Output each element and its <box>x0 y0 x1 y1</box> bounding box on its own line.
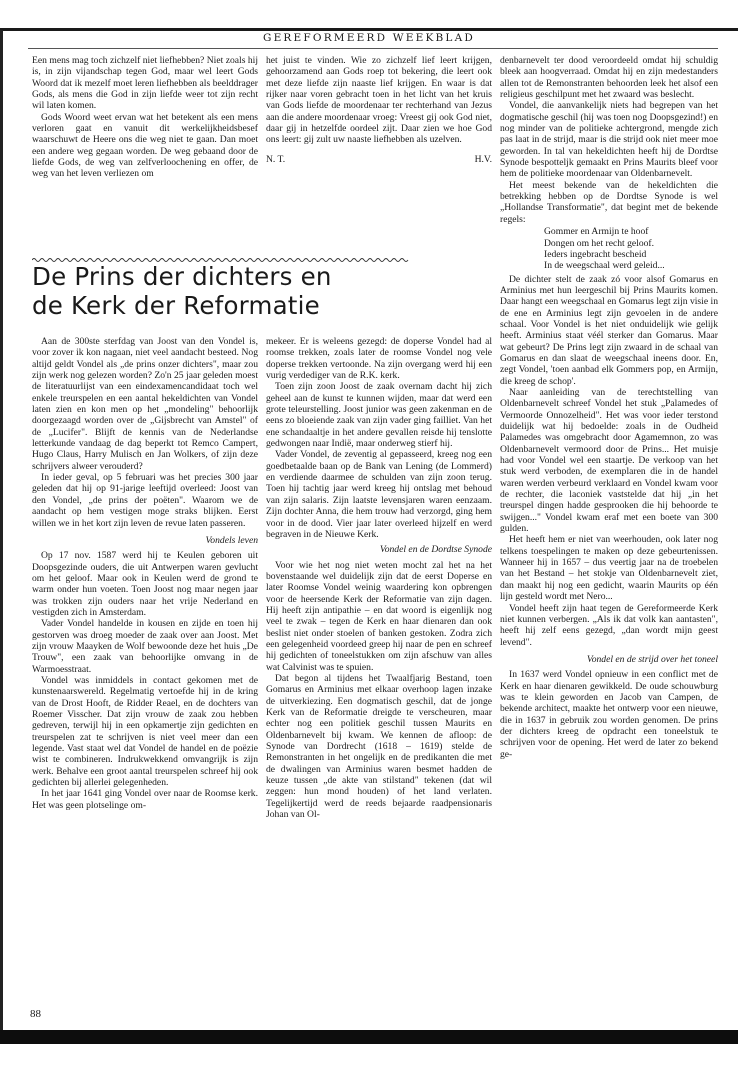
paragraph: Een mens mag toch zichzelf niet liefhebben? Niet zoals hij is, in zijn vijandschap tegen God, maar wel leert Gods Woord dat ik mezelf moet leren liefhebben als beelddrager Gods, als mens die God in zijn liefde weer tot zijn recht wil laten komen. <box>32 55 258 112</box>
paragraph: Voor wie het nog niet weten mocht zal het na het bovenstaande wel duidelijk zijn dat de eerst Doperse en later Roomse Vondel weinig waardering kon opbrengen voor de heersende Kerk der Reformatie van zijn dagen. Hij heeft zijn antipathie – en dat woord is eigenlijk nog veel te zwak – tegen de Kerk en haar dienaren dan ook beslist niet onder stoelen of banken gestoken. Zodra zich een gelegenheid voordeed greep hij naar de pen en schreef hij gedichten of toneelstukken om zijn afschuw van alles wat Calvinist was te spuien. <box>266 559 492 673</box>
paragraph: De dichter stelt de zaak zó voor alsof Gomarus en Arminius met hun leergeschil bij Prins Maurits komen. Daar hangt een weegschaal en Gomarus legt zijn visie in de ene en Arminius legt zijn gevoelen in de andere schaal. Voor Vondel is het niet onduidelijk wie gelijk heeft. Arminius staat véél sterker dan Gomarus. Maar wat gebeurt? De Prins legt zijn zwaard in de schaal van Gomarus en dan slaat de weegschaal ineens door. En, zegt Vondel, 'toen aanbad elk Gommers pop, en Armijn, die kreeg de schop'. <box>500 273 718 387</box>
paragraph: Het meest bekende van de hekeldichten die betrekking hebben op de Dordtse Synode is wel „Hollandse Transformatie", dat begint met de bekende regels: <box>500 179 718 225</box>
paragraph: Gods Woord weet ervan wat het betekent als een mens verloren gaat en vanuit dit werkelijkheidsbesef waarschuwt de Heere ons die weg niet te gaan. Dan moet een andere weg gegaan worden. De weg gebaand door de liefde Gods, de weg van zelfverloochening en offer, de weg van het leven verliezen om <box>32 111 258 180</box>
headline-line-1: De Prins der dichters en <box>32 262 332 291</box>
paragraph: Vader Vondel handelde in kousen en zijde en toen hij gestorven was droeg moeder de zaak over aan Joost. Met zijn vrouw Maayken de Wolf bewoonde deze het huis „De Trouw", een zaak van behoorlijke omvang in de Warmoesstraat. <box>32 618 258 675</box>
paragraph: Vondel was inmiddels in contact gekomen met de kunstenaarswereld. Regelmatig vertoefde hij in de kring van de Drost Hooft, de Ridder Reael, en de dochters van Roemer Visscher. Dat zijn vrouw de zaak zou hebben gedreven, terwijl hij in een opkamertje zijn gedichten en treurspelen zat te schrijven is niet veel meer dan een legende. Vast staat wel dat Vondel de handel en de poëzie wist te combineren. Indrukwekkend omvangrijk is zijn werk. Behalve een groot aantal treurspelen schreef hij ook gedichten bij allerlei gelegenheden. <box>32 674 258 789</box>
paragraph: Dat begon al tijdens het Twaalfjarig Bestand, toen Gomarus en Arminius met elkaar overhoop lagen inzake de uitverkiezing. Een dogmatisch geschil, dat de jonge Kerk van de Reformatie dreigde te verscheuren, maar echter nog een politiek geschil tussen Maurits en Oldenbarnevelt bij kwam. We kennen de afloop: de Synode van Dordrecht (1618 – 1619) stelde de Remonstranten in het ongelijk en de predikanten die met de dwalingen van Arminius waren besmet hadden de keuze tussen „de akte van stilstand" tekenen (dat wil zeggen: hun mond houden) of het land verlaten. Tegelijkertijd werd de reeds bejaarde raadpensionaris Johan van Ol- <box>266 672 492 821</box>
poem-quote <box>500 226 718 271</box>
paragraph: Vader Vondel, de zeventig al gepasseerd, kreeg nog een goedbetaalde baan op de Bank van Lening (de Lommerd) en verdiende daarmee de schulden van zijn zoon terug. Toen hij tachtig jaar werd kreeg hij ontslag met behoud van zijn salaris. Zijn laatste levensjaren waren eenzaam. Zijn dochter Anna, die hem trouw had verzorgd, ging hem voor in de dood. Vier jaar later overleed hijzelf en werd begraven in de Nieuwe Kerk. <box>266 449 492 540</box>
paragraph: het juist te vinden. Wie zo zichzelf lief leert krijgen, gehoorzamend aan Gods roep tot bekering, die leert ook met deze liefde zijn naaste lief krijgen. En waar is dat rijker naar voren gebracht toen in het licht van het kruis van Gods liefde de moordenaar ter rechterhand van Jezus aan die andere moordenaar vroeg: Vreest gij ook God niet, daar gij in hetzelfde oordeel zijt. Daar zien we hoe God ons leert: gij zult uw naaste liefhebben als uzelven. <box>266 55 492 146</box>
prev-article-col-1 <box>32 55 258 180</box>
running-header: GEREFORMEERD WEEKBLAD <box>262 32 476 44</box>
article-col-2 <box>266 336 492 820</box>
paragraph: Het heeft hem er niet van weerhouden, ook later nog telkens toespelingen te maken op deze gebeurtenissen. Wanneer hij in 1657 – dus veertig jaar na de troebelen van het Bestand – het stokje van Oldenbarnevelt ziet, dan maakt hij nog een gedicht, waarin Maurits op één lijn gesteld wordt met Nero... <box>500 534 718 603</box>
article-headline <box>32 262 422 320</box>
paragraph: In ieder geval, op 5 februari was het precies 300 jaar geleden dat hij op 91-jarige leeftijd overleed: Joost van den Vondel, „de prins der poëten". Waarom we de aandacht op hem vestigen moge straks blijken. Eerst willen we in het kort zijn leven de revue laten passeren. <box>32 472 258 529</box>
signature-right: H.V. <box>474 153 492 165</box>
scan-edge-left <box>0 30 3 1030</box>
paragraph: Vondel heeft zijn haat tegen de Gereformeerde Kerk niet kunnen verbergen. „Als ik dat volk kan aantasten", heeft hij zelf eens gezegd, „dan wordt mijn geest levend". <box>500 602 718 648</box>
article-col-3 <box>500 55 718 760</box>
paragraph: In 1637 werd Vondel opnieuw in een conflict met de Kerk en haar dienaren gewikkeld. De oude schouwburg was te klein geworden en Jacob van Campen, de bekende architect, maakte het ontwerp voor een nieuwe, die in 1637 in gebruik zou worden genomen. De prins der dichters kreeg de opdracht een toneelstuk te schrijven voor de opening. Het werd de later zo bekend ge- <box>500 669 718 760</box>
scan-edge-bottom <box>0 1030 738 1044</box>
paragraph: Toen zijn zoon Joost de zaak overnam dacht hij zich geheel aan de kunst te kunnen wijden, maar dat werd een grote teleurstelling. Joost junior was geen zakenman en de eens zo bloeiende zaak van zijn vader ging failliet. Van het ene schandaaltje in het andere gevallen reisde hij tenslotte gedwongen naar Indië, maar onderweg stierf hij. <box>266 381 492 450</box>
section-heading-strijd-toneel: Vondel en de strijd over het toneel <box>586 653 718 665</box>
article-col-1 <box>32 336 258 811</box>
poem-line: Ieders ingebracht bescheid <box>544 248 647 260</box>
section-heading-dordtse-synode: Vondel en de Dordtse Synode <box>379 544 492 556</box>
paragraph: In het jaar 1641 ging Vondel over naar de Roomse kerk. Het was geen plotselinge om- <box>32 788 258 811</box>
headline-line-2: de Kerk der Reformatie <box>32 291 320 320</box>
poem-line: In de weegschaal werd geleid... <box>544 260 665 272</box>
paragraph: mekeer. Er is weleens gezegd: de doperse Vondel had al roomse trekken, zoals later de roomse Vondel nog vele doperse trekken vertoonde. Na zijn overgang werd hij een vurig verdediger van de R.K. kerk. <box>266 336 492 382</box>
section-heading-vondels-leven: Vondels leven <box>205 534 258 546</box>
page-number: 88 <box>30 1008 41 1020</box>
signature-left: N. T. <box>266 153 286 165</box>
header-rule <box>28 48 718 49</box>
poem-line: Gommer en Armijn te hoof <box>544 226 649 238</box>
prev-article-col-2 <box>266 55 492 165</box>
paragraph: Op 17 nov. 1587 werd hij te Keulen geboren uit Doopsgezinde ouders, die uit Antwerpen waren gevlucht om het geloof. Maar ook in Keulen werd de grond te warm onder hun voeten. Toen Joost nog maar negen jaar was trokken zijn ouders naar het vrije Nederland en vestigden zich in Amsterdam. <box>32 550 258 618</box>
paragraph: Vondel, die aanvankelijk niets had begrepen van het dogmatische geschil (hij was toen nog Doopsgezind!) en nog minder van de politieke achtergrond, mengde zich pas laat in de strijd, maar is die strijd ook niet meer moe geworden. In tal van hekeldichten heeft hij de Dordtse Synode bespotteljk gemaakt en Prins Maurits bleef voor hem de politieke moordenaar van Oldenbarnevelt. <box>500 100 718 180</box>
scan-edge-top <box>0 28 738 31</box>
signature-line <box>266 154 492 165</box>
paragraph: Naar aanleiding van de terechtstelling van Oldenbarnevelt schreef Vondel het stuk „Palamedes of Vermoorde Onnozelheid". Het was voor ieder terstond duidelijk wat hij bedoelde: zoals in de Oudheid Palamedes was omgebracht door Agamemnon, zo was Oldenbarnevelt vermoord door de Prins... Het muisje had voor Vondel wel een staartje. De verkoop van het stuk werd verboden, de exemplaren die in de handel waren werden verbeurd verklaard en Vondel kwam voor de rechter, die laconiek vaststelde dat hij „in het treurspel dingen hadde gesprooken die hij behoorde te swijgen..." Vondel kwam eraf met een boete van 300 gulden. <box>500 386 718 535</box>
paragraph: denbarnevelt ter dood veroordeeld omdat hij schuldig bleek aan hoogverraad. Omdat hij en zijn medestanders allen tot de Remonstranten behoorden leek het alsof een religieus geschilpunt met het zwaard was beslecht. <box>500 55 718 101</box>
poem-line: Dongen om het recht geloof. <box>544 237 655 249</box>
paragraph: Aan de 300ste sterfdag van Joost van den Vondel is, voor zover ik kon nagaan, niet veel aandacht besteed. Nog altijd geldt Vondel als „de prins onzer dichters", maar zou zijn werk nog gelezen worden? Zo'n 25 jaar geleden moest de literatuurlijst van een eindexamencandidaat toch wel enkele treurspelen en een aantal hekeldichten van Vondel laten zien en kon men op het „mondeling" behoorlijk doorgezaagd worden over de „Gijsbrecht van Amstel" of de „Lucifer". Blijft de kennis van de Nederlandse letterkunde vandaag de dag beperkt tot Remco Campert, Hugo Claus, Harry Mulisch en Jan Wolkers, of zijn deze schrijvers alweer verouderd? <box>32 336 258 472</box>
